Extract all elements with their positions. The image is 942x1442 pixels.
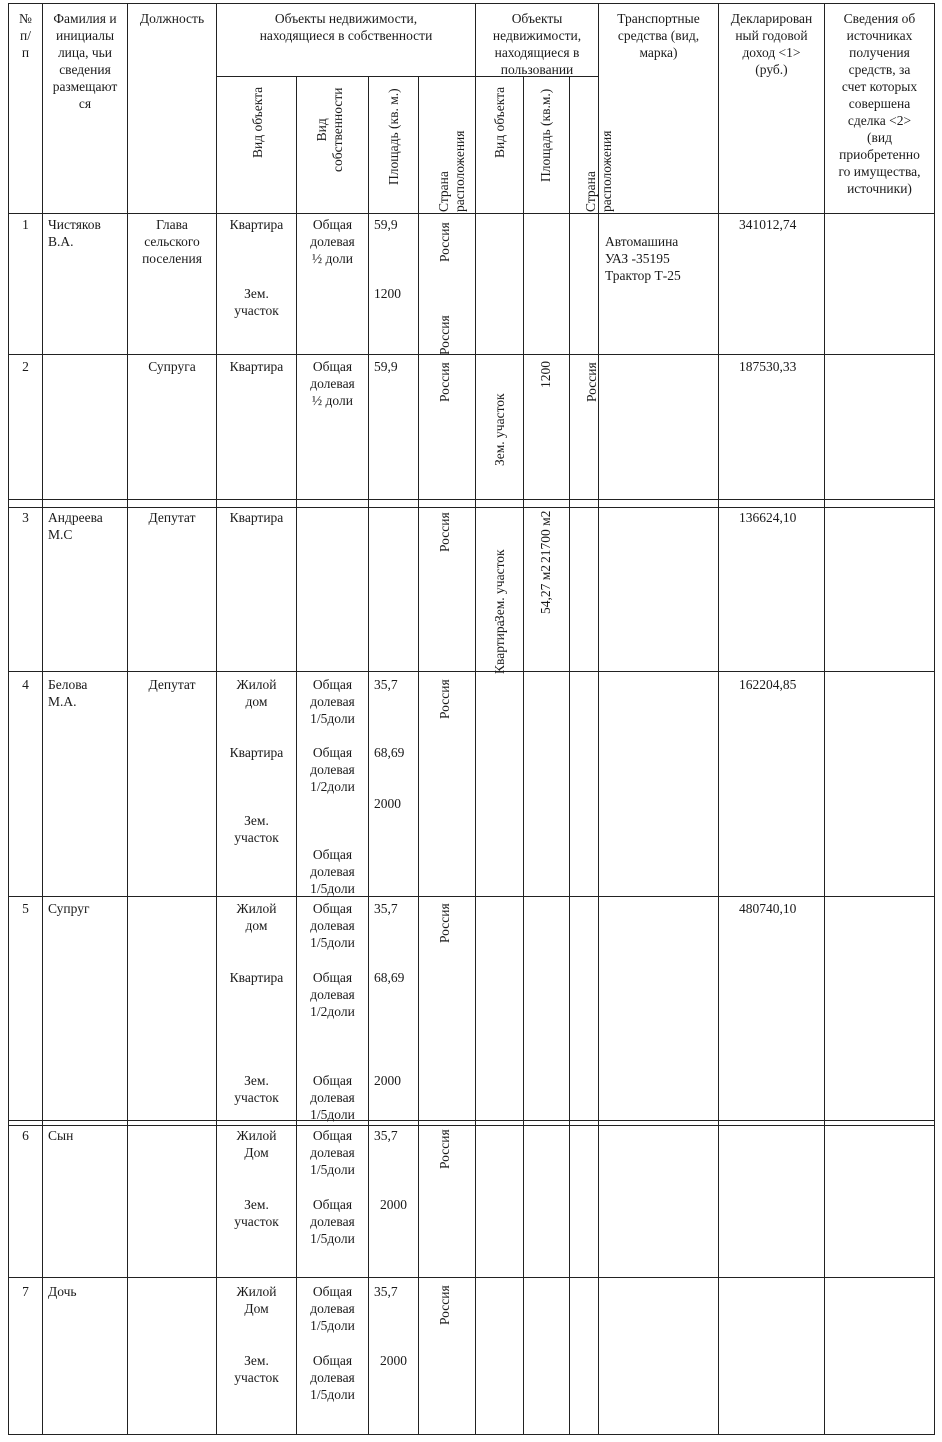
header-owned-country: Страна расположения (436, 130, 467, 212)
row-4-owned-kind-1: Общая долевая 1/5доли (310, 677, 355, 726)
row-3-position: Депутат (148, 510, 196, 525)
row-2-used-country-1: Россия (584, 362, 599, 402)
row-1-owned-country-2: Россия (437, 315, 452, 355)
header-owned-area: Площадь (кв. м.) (386, 88, 401, 185)
grid-line (8, 499, 935, 500)
row-4-income: 162204,85 (739, 677, 797, 692)
row-1-owned-kind-1: Общая долевая ½ доли (310, 217, 355, 266)
row-4-num: 4 (22, 677, 29, 692)
row-4-owned-country-1: Россия (437, 679, 452, 719)
grid-line (8, 1434, 935, 1435)
header-position: Должность (139, 11, 205, 26)
row-4-owned-type-1: Жилой дом (236, 677, 277, 709)
row-4-owned-type-3: Зем. участок (234, 813, 279, 845)
row-5-owned-area-1: 35,7 (374, 901, 398, 916)
grid-line (8, 213, 935, 214)
row-6-owned-area-1: 35,7 (374, 1128, 398, 1143)
row-2-position: Супруга (148, 359, 196, 374)
row-5-name: Супруг (48, 901, 90, 916)
header-owned-type: Вид объекта (250, 86, 265, 158)
row-2-used-type-1: Зем. участок (492, 393, 507, 466)
row-5-owned-area-3: 2000 (374, 1073, 401, 1088)
grid-line (8, 1125, 935, 1126)
row-5-owned-type-3: Зем. участок (234, 1073, 279, 1105)
row-4-owned-area-2: 68,69 (374, 745, 405, 760)
row-1-num: 1 (22, 217, 29, 232)
grid-line (598, 3, 599, 1435)
row-3-income: 136624,10 (739, 510, 797, 525)
row-5-owned-kind-1: Общая долевая 1/5доли (310, 901, 355, 950)
row-6-num: 6 (22, 1128, 29, 1143)
row-1-income: 341012,74 (739, 217, 797, 232)
row-3-used-type-1: Зем. участок (492, 549, 507, 622)
row-7-name: Дочь (48, 1284, 77, 1299)
header-person: Фамилия и инициалы лица, чьи сведения размещают ся (52, 11, 118, 111)
grid-line (475, 3, 476, 1435)
grid-line (718, 3, 719, 1435)
header-owned-group: Объекты недвижимости, находящиеся в собственности (259, 11, 433, 43)
grid-line (42, 3, 43, 1435)
row-4-owned-area-3: 2000 (374, 796, 401, 811)
row-1-name: Чистяков В.А. (48, 217, 101, 249)
row-3-owned-type-1: Квартира (229, 510, 284, 525)
row-2-used-area-1: 1200 (538, 361, 553, 388)
grid-line (8, 896, 935, 897)
row-7-owned-kind-1: Общая долевая 1/5доли (310, 1284, 355, 1333)
header-vehicles: Транспортные средства (вид, марка) (617, 11, 700, 60)
row-6-name: Сын (48, 1128, 74, 1143)
grid-line (824, 3, 825, 1435)
row-4-name: Белова М.А. (48, 677, 88, 709)
grid-line (8, 354, 935, 355)
grid-line (8, 671, 935, 672)
header-used-area: Площадь (кв.м.) (538, 88, 553, 182)
row-2-owned-area-1: 59,9 (374, 359, 398, 374)
row-6-owned-area-2: 2000 (380, 1197, 407, 1212)
row-7-owned-country-1: Россия (437, 1285, 452, 1325)
row-1-position: Глава сельского поселения (142, 217, 202, 266)
row-3-used-area-1: 21700 м2 (538, 510, 553, 563)
row-5-owned-country-1: Россия (437, 903, 452, 943)
header-income: Декларирован ный годовой доход <1> (руб.) (730, 11, 813, 77)
row-1-owned-type-2: Зем. участок (234, 286, 279, 318)
row-3-used-type-2: Квартира (492, 620, 507, 674)
row-3-used-area-2: 54,27 м2 (538, 564, 553, 614)
row-4-position: Депутат (148, 677, 196, 692)
row-2-owned-country-1: Россия (437, 362, 452, 402)
row-7-owned-type-1: Жилой Дом (236, 1284, 277, 1316)
row-2-income: 187530,33 (739, 359, 797, 374)
grid-line (523, 76, 524, 1435)
row-7-owned-type-2: Зем. участок (234, 1353, 279, 1385)
header-num: № п/ п (19, 11, 32, 60)
row-2-owned-kind-1: Общая долевая ½ доли (310, 359, 355, 408)
grid-line (418, 76, 419, 1435)
grid-line (8, 1277, 935, 1278)
row-4-owned-kind-3: Общая долевая 1/5доли (310, 847, 355, 896)
grid-line (8, 1120, 935, 1121)
row-4-owned-area-1: 35,7 (374, 677, 398, 692)
row-5-owned-kind-2: Общая долевая 1/2доли (310, 970, 355, 1019)
row-2-num: 2 (22, 359, 29, 374)
row-7-owned-area-1: 35,7 (374, 1284, 398, 1299)
row-6-owned-kind-1: Общая долевая 1/5доли (310, 1128, 355, 1177)
row-6-owned-type-1: Жилой Дом (236, 1128, 277, 1160)
row-6-owned-kind-2: Общая долевая 1/5доли (310, 1197, 355, 1246)
row-1-owned-area-1: 59,9 (374, 217, 398, 232)
row-6-owned-type-2: Зем. участок (234, 1197, 279, 1229)
row-3-num: 3 (22, 510, 29, 525)
row-4-owned-kind-2: Общая долевая 1/2доли (310, 745, 355, 794)
row-5-num: 5 (22, 901, 29, 916)
header-owned-kind: Вид собственности (314, 87, 345, 172)
row-3-name: Андреева М.С (48, 510, 103, 542)
row-3-owned-country-1: Россия (437, 512, 452, 552)
row-2-owned-type-1: Квартира (229, 359, 284, 374)
row-1-owned-country-1: Россия (437, 222, 452, 262)
row-1-vehicles: Автомашина УАЗ -35195 Трактор Т-25 (605, 234, 681, 283)
row-6-owned-country-1: Россия (437, 1129, 452, 1169)
row-5-owned-type-1: Жилой дом (236, 901, 277, 933)
row-7-num: 7 (22, 1284, 29, 1299)
grid-line (368, 76, 369, 1435)
grid-line (934, 3, 935, 1435)
grid-line (8, 3, 935, 4)
header-used-country: Страна расположения (583, 130, 614, 212)
row-7-owned-kind-2: Общая долевая 1/5доли (310, 1353, 355, 1402)
header-sources: Сведения об источниках получения средств, за счет которых совершена сделка <2> (вид приобретенно го имущества, источники) (838, 11, 921, 196)
row-7-owned-area-2: 2000 (380, 1353, 407, 1368)
row-4-owned-type-2: Квартира (229, 745, 284, 760)
header-used-type: Вид объекта (492, 86, 507, 158)
row-5-owned-kind-3: Общая долевая 1/5доли (310, 1073, 355, 1122)
row-5-owned-type-2: Квартира (229, 970, 284, 985)
row-5-income: 480740,10 (739, 901, 797, 916)
header-used-group: Объекты недвижимости, находящиеся в пользовании (492, 11, 582, 77)
row-1-owned-area-2: 1200 (374, 286, 401, 301)
row-1-owned-type-1: Квартира (229, 217, 284, 232)
grid-line (569, 76, 570, 1435)
row-5-owned-area-2: 68,69 (374, 970, 405, 985)
